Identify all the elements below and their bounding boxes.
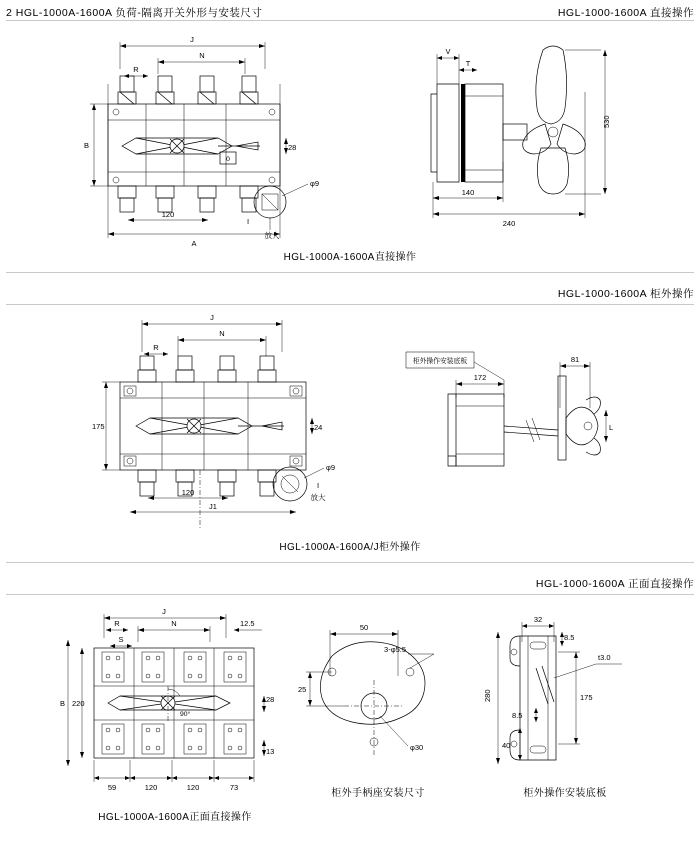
dim-T: T xyxy=(465,59,471,68)
figure-handle-seat xyxy=(288,620,468,780)
figure-direct-handle-side xyxy=(415,32,645,237)
dim-3-phi5-5: 3-φ5.5 xyxy=(384,645,406,654)
dim-N: N xyxy=(199,51,205,60)
mark-I: I xyxy=(246,217,250,226)
dim-8-5b: 8.5 xyxy=(512,711,523,720)
section2-divider xyxy=(6,562,694,563)
dim-120c: 120 xyxy=(144,783,158,792)
dim-40: 40 xyxy=(502,741,511,750)
caption-handle-seat: 柜外手柄座安装尺寸 xyxy=(331,788,425,799)
dim-J1: J1 xyxy=(209,502,217,511)
dim-81: 81 xyxy=(570,355,580,364)
dim-24: 24 xyxy=(314,423,323,432)
dim-8-5a: 8.5 xyxy=(564,633,575,642)
dim-530: 530 xyxy=(602,115,611,128)
figure-outside-operation xyxy=(70,308,400,538)
dim-R2: R xyxy=(153,343,159,352)
label-enlarge2: 放大 xyxy=(310,493,326,502)
dim-50: 50 xyxy=(359,623,369,632)
section-label-front: HGL-1000-1600A 正面直接操作 xyxy=(535,578,694,590)
caption-base-plate: 柜外操作安装底板 xyxy=(523,788,607,799)
dim-28: 28 xyxy=(288,143,297,152)
caption-direct: HGL-1000A-1600A直接操作 xyxy=(283,252,417,263)
header-divider xyxy=(6,20,694,21)
dim-N2: N xyxy=(219,329,225,338)
dim-phi30: φ30 xyxy=(410,743,424,752)
caption-outside: HGL-1000A-1600A/J柜外操作 xyxy=(279,542,421,553)
figure-base-plate xyxy=(480,612,670,782)
dim-12-5: 12.5 xyxy=(240,619,255,628)
page-header-right: HGL-1000-1600A 直接操作 xyxy=(557,7,694,19)
dim-L: L xyxy=(609,423,614,432)
dim-t3: t3.0 xyxy=(598,653,611,662)
dim-220: 220 xyxy=(72,699,85,708)
dim-R: R xyxy=(133,65,139,74)
dim-V: V xyxy=(445,47,451,56)
dim-280: 280 xyxy=(483,689,492,702)
dim-J2: J xyxy=(210,313,214,322)
dim-S: S xyxy=(118,635,124,644)
dim-phi9b: φ9 xyxy=(326,463,336,472)
dim-140: 140 xyxy=(461,188,475,197)
dim-120: 120 xyxy=(161,210,175,219)
figure-front-operation xyxy=(58,600,318,800)
section3-top-divider xyxy=(6,594,694,595)
page-header-left: 2 HGL-1000A-1600A 负荷-隔离开关外形与安装尺寸 xyxy=(6,7,263,19)
section2-top-divider xyxy=(6,304,694,305)
dim-N3: N xyxy=(171,619,177,628)
caption-front: HGL-1000A-1600A正面直接操作 xyxy=(98,812,252,823)
dim-A: A xyxy=(191,239,197,248)
dim-172: 172 xyxy=(473,373,487,382)
dim-25: 25 xyxy=(298,685,307,694)
dim-zero: 0 xyxy=(226,156,230,163)
dim-90: 90° xyxy=(180,711,191,718)
dim-120b: 120 xyxy=(181,488,195,497)
figure-outside-handle xyxy=(400,348,650,488)
dim-B: B xyxy=(84,141,90,150)
dim-13: 13 xyxy=(266,747,275,756)
dim-R3: R xyxy=(114,619,120,628)
dim-J3: J xyxy=(162,607,166,616)
dim-240: 240 xyxy=(502,219,516,228)
dim-59: 59 xyxy=(107,783,117,792)
dim-28b: 28 xyxy=(266,695,275,704)
section-label-outside: HGL-1000-1600A 柜外操作 xyxy=(557,288,694,300)
note-mounting-plate: 柜外操作安装底板 xyxy=(412,358,468,365)
dim-120d: 120 xyxy=(186,783,200,792)
dim-32: 32 xyxy=(533,615,543,624)
dim-175b: 175 xyxy=(580,693,593,702)
figure-direct-operation xyxy=(60,24,400,254)
dim-175: 175 xyxy=(92,422,105,431)
label-enlarge: 放大 xyxy=(264,231,280,240)
dim-J: J xyxy=(190,35,194,44)
mark-I2: I xyxy=(316,481,320,490)
dim-B3: B xyxy=(60,699,66,708)
dim-phi9: φ9 xyxy=(310,179,320,188)
section1-divider xyxy=(6,272,694,273)
dim-73: 73 xyxy=(229,783,239,792)
